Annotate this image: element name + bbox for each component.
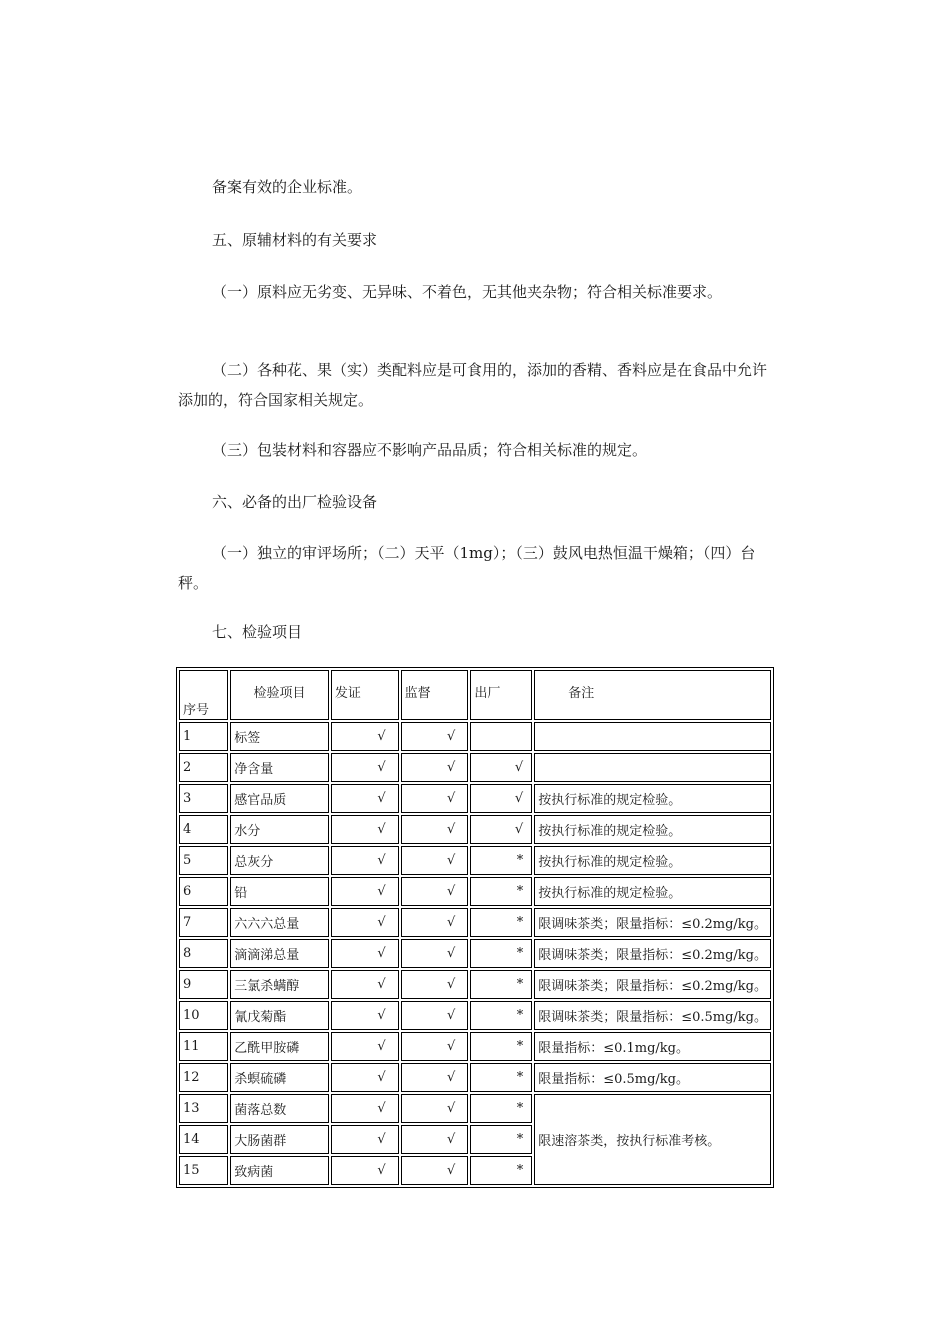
cell-cert: √	[331, 1156, 399, 1185]
cell-note: 限调味茶类；限量指标：≤0.2mg/kg。	[534, 939, 771, 968]
cell-supervise: √	[401, 939, 469, 968]
paragraph-raw-material-2: （二）各种花、果（实）类配料应是可食用的，添加的香精、香料应是在食品中允许添加的，符合国家相关规定。	[178, 361, 768, 409]
cell-factory: √	[470, 784, 532, 813]
table-header-row	[179, 670, 771, 720]
cell-factory: *	[470, 970, 532, 999]
cell-item: 净含量	[230, 753, 329, 782]
cell-cert: √	[331, 846, 399, 875]
cell-cert: √	[331, 1001, 399, 1030]
cell-cert: √	[331, 970, 399, 999]
cell-no: 10	[179, 1001, 228, 1030]
table-row	[179, 1094, 771, 1123]
cell-cert: √	[331, 722, 399, 751]
cell-no: 13	[179, 1094, 228, 1123]
cell-factory: *	[470, 1063, 532, 1092]
cell-no: 2	[179, 753, 228, 782]
table-row	[179, 970, 771, 999]
table-row	[179, 815, 771, 844]
cell-note	[534, 722, 771, 751]
cell-no: 3	[179, 784, 228, 813]
cell-factory: *	[470, 1032, 532, 1061]
cell-cert: √	[331, 1094, 399, 1123]
cell-item: 菌落总数	[230, 1094, 329, 1123]
cell-item: 总灰分	[230, 846, 329, 875]
cell-note: 限调味茶类；限量指标：≤0.2mg/kg。	[534, 970, 771, 999]
cell-supervise: √	[401, 1125, 469, 1154]
cell-item: 氰戊菊酯	[230, 1001, 329, 1030]
cell-supervise: √	[401, 1032, 469, 1061]
paragraph-standard: 备案有效的企业标准。	[212, 178, 363, 196]
cell-factory: *	[470, 846, 532, 875]
cell-supervise: √	[401, 784, 469, 813]
cell-note: 按执行标准的规定检验。	[534, 784, 771, 813]
cell-item: 滴滴涕总量	[230, 939, 329, 968]
cell-no: 9	[179, 970, 228, 999]
header-factory: 出厂	[470, 670, 532, 720]
cell-item: 铅	[230, 877, 329, 906]
paragraph-equipment: （一）独立的审评场所；（二）天平（1mg）；（三）鼓风电热恒温干燥箱；（四）台秤。	[178, 544, 756, 592]
paragraph-raw-material-3: （三）包装材料和容器应不影响产品品质；符合相关标准的规定。	[212, 441, 648, 459]
table-row	[179, 908, 771, 937]
cell-note: 限调味茶类；限量指标：≤0.2mg/kg。	[534, 908, 771, 937]
cell-supervise: √	[401, 1001, 469, 1030]
cell-note: 限量指标：≤0.5mg/kg。	[534, 1063, 771, 1092]
table-row	[179, 939, 771, 968]
cell-no: 12	[179, 1063, 228, 1092]
cell-item: 杀螟硫磷	[230, 1063, 329, 1092]
cell-no: 5	[179, 846, 228, 875]
cell-note: 限调味茶类；限量指标：≤0.5mg/kg。	[534, 1001, 771, 1030]
cell-factory: √	[470, 753, 532, 782]
cell-note: 按执行标准的规定检验。	[534, 877, 771, 906]
cell-no: 8	[179, 939, 228, 968]
cell-cert: √	[331, 1125, 399, 1154]
cell-supervise: √	[401, 970, 469, 999]
cell-item: 水分	[230, 815, 329, 844]
cell-item: 大肠菌群	[230, 1125, 329, 1154]
table-row	[179, 1001, 771, 1030]
heading-equipment: 六、必备的出厂检验设备	[212, 493, 378, 511]
header-cert: 发证	[331, 670, 399, 720]
table-row	[179, 1032, 771, 1061]
cell-item: 六六六总量	[230, 908, 329, 937]
cell-factory: *	[470, 1094, 532, 1123]
cell-factory	[470, 722, 532, 751]
header-item: 检验项目	[230, 670, 329, 720]
cell-supervise: √	[401, 1063, 469, 1092]
cell-no: 11	[179, 1032, 228, 1061]
cell-factory: √	[470, 815, 532, 844]
cell-supervise: √	[401, 908, 469, 937]
cell-no: 7	[179, 908, 228, 937]
table-row	[179, 846, 771, 875]
cell-no: 1	[179, 722, 228, 751]
cell-supervise: √	[401, 753, 469, 782]
cell-supervise: √	[401, 722, 469, 751]
cell-supervise: √	[401, 846, 469, 875]
cell-note: 按执行标准的规定检验。	[534, 846, 771, 875]
cell-no: 4	[179, 815, 228, 844]
header-note: 备注	[534, 670, 771, 720]
table-row	[179, 784, 771, 813]
cell-supervise: √	[401, 877, 469, 906]
cell-factory: *	[470, 939, 532, 968]
cell-no: 15	[179, 1156, 228, 1185]
table-row	[179, 753, 771, 782]
cell-cert: √	[331, 815, 399, 844]
header-supervise: 监督	[401, 670, 469, 720]
cell-factory: *	[470, 908, 532, 937]
table-row	[179, 722, 771, 751]
cell-factory: *	[470, 1001, 532, 1030]
cell-cert: √	[331, 939, 399, 968]
cell-item: 致病菌	[230, 1156, 329, 1185]
inspection-table	[176, 667, 774, 1188]
cell-note	[534, 753, 771, 782]
heading-inspection-items: 七、检验项目	[212, 623, 303, 641]
cell-item: 三氯杀螨醇	[230, 970, 329, 999]
paragraph-raw-material-1: （一）原料应无劣变、无异味、不着色，无其他夹杂物；符合相关标准要求。	[212, 283, 723, 301]
cell-item: 标签	[230, 722, 329, 751]
cell-item: 感官品质	[230, 784, 329, 813]
cell-note-merged: 限速溶茶类，按执行标准考核。	[534, 1094, 771, 1185]
heading-raw-materials: 五、原辅材料的有关要求	[212, 231, 378, 249]
table-row	[179, 1063, 771, 1092]
cell-cert: √	[331, 877, 399, 906]
cell-item: 乙酰甲胺磷	[230, 1032, 329, 1061]
cell-supervise: √	[401, 815, 469, 844]
cell-cert: √	[331, 1063, 399, 1092]
cell-factory: *	[470, 877, 532, 906]
cell-cert: √	[331, 753, 399, 782]
cell-note: 按执行标准的规定检验。	[534, 815, 771, 844]
cell-factory: *	[470, 1125, 532, 1154]
table-row	[179, 877, 771, 906]
cell-note: 限量指标：≤0.1mg/kg。	[534, 1032, 771, 1061]
cell-cert: √	[331, 1032, 399, 1061]
cell-factory: *	[470, 1156, 532, 1185]
cell-cert: √	[331, 784, 399, 813]
header-no: 序号	[179, 670, 228, 720]
cell-cert: √	[331, 908, 399, 937]
cell-supervise: √	[401, 1156, 469, 1185]
cell-no: 14	[179, 1125, 228, 1154]
cell-supervise: √	[401, 1094, 469, 1123]
cell-no: 6	[179, 877, 228, 906]
